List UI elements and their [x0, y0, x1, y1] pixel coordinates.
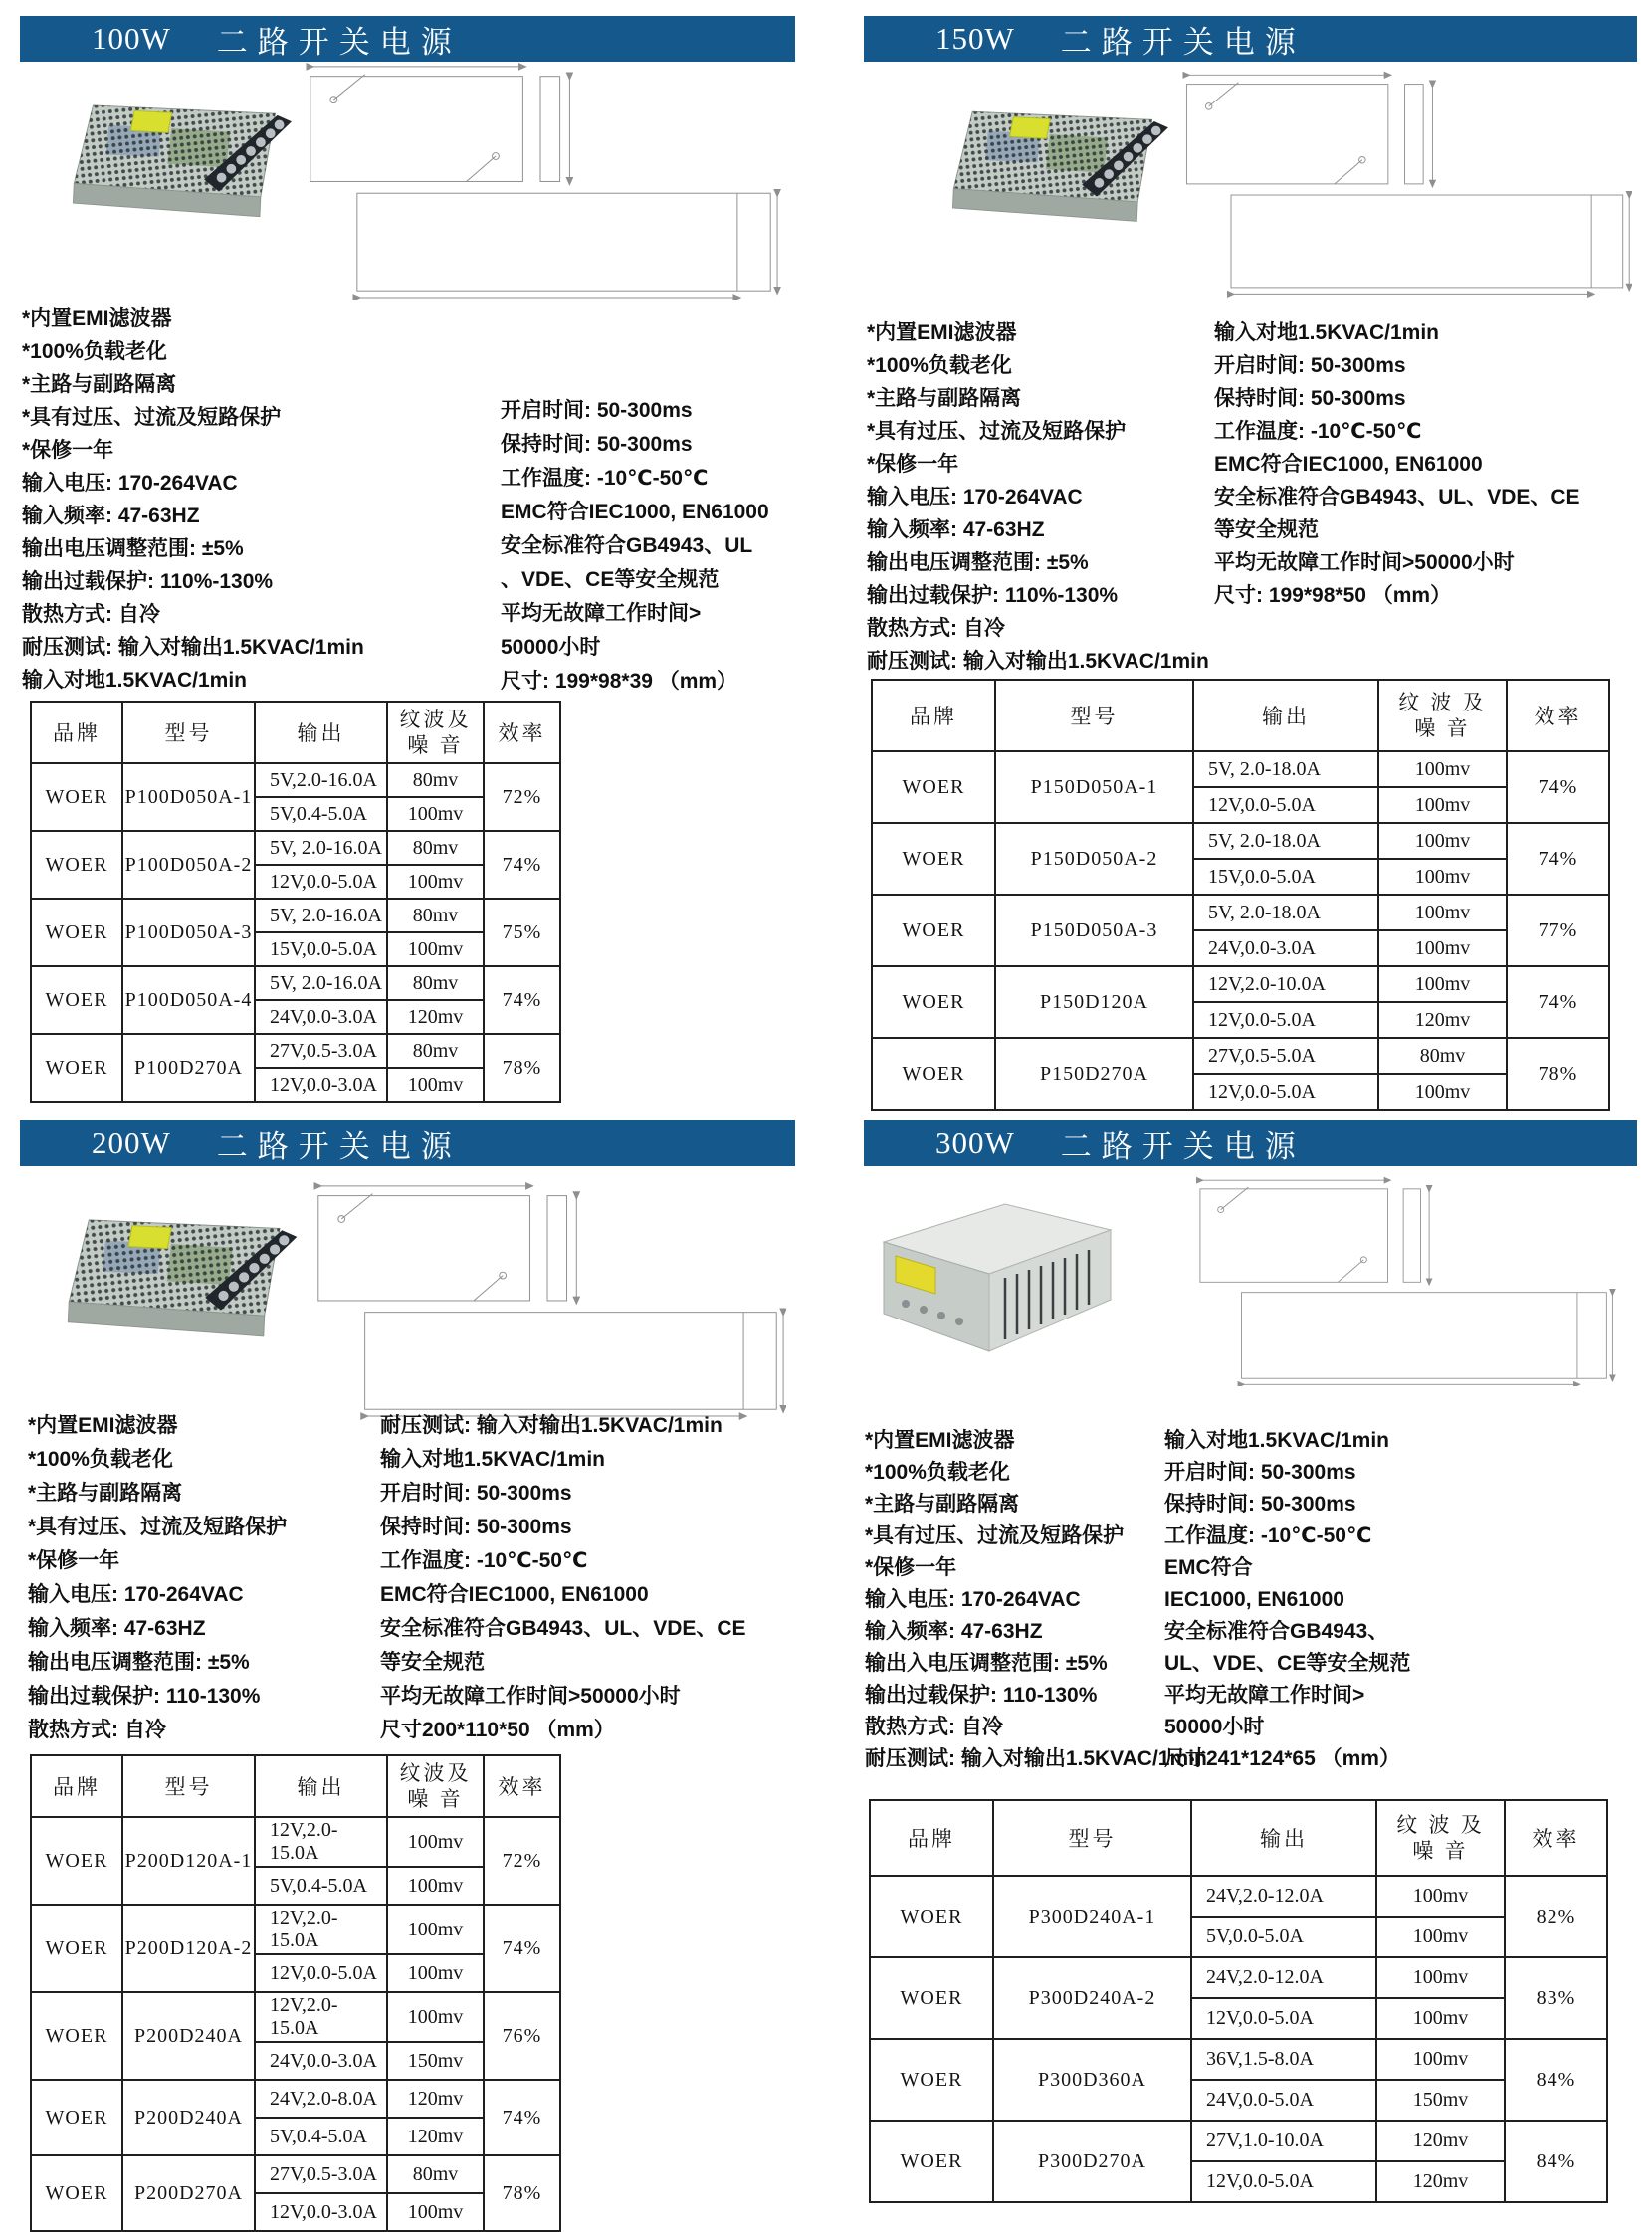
efficiency-cell: 74%	[1507, 823, 1609, 895]
section-title: 二路开关电源	[216, 1128, 462, 1164]
spec-line: 平均无故障工作时间>	[1164, 1684, 1365, 1707]
model-cell: P200D270A	[122, 2155, 255, 2231]
col-header-efficiency: 效率	[484, 1755, 560, 1817]
ripple-cell: 120mv	[1376, 2161, 1505, 2202]
spec-line: 输出入电压调整范围: ±5%	[865, 1652, 1108, 1675]
output-cell: 24V,0.0-3.0A	[1193, 930, 1378, 966]
brand-cell: WOER	[872, 823, 995, 895]
ripple-cell: 100mv	[387, 1817, 484, 1867]
spec-line: 输入频率: 47-63HZ	[28, 1617, 206, 1640]
ripple-cell: 100mv	[387, 932, 484, 966]
col-header-brand: 品牌	[31, 1755, 122, 1817]
brand-cell: WOER	[31, 899, 122, 966]
section-header-300w	[864, 1120, 1637, 1166]
section-100w	[20, 16, 795, 1105]
spec-line: 50000小时	[501, 636, 601, 659]
section-300w	[851, 1120, 1637, 2192]
spec-line: *主路与副路隔离	[867, 387, 1022, 410]
model-cell: P100D050A-1	[122, 763, 255, 831]
ripple-cell: 80mv	[387, 966, 484, 1000]
spec-line: 、VDE、CE等安全规范	[501, 568, 720, 591]
table-row	[872, 966, 1609, 1002]
ripple-cell: 100mv	[1378, 823, 1507, 859]
col-header-efficiency: 效率	[1507, 680, 1609, 751]
ripple-cell: 80mv	[387, 2155, 484, 2193]
brand-cell: WOER	[872, 1038, 995, 1110]
spec-line: 开启时间: 50-300ms	[501, 399, 693, 422]
ripple-cell: 150mv	[1376, 2080, 1505, 2121]
table-row	[31, 899, 560, 932]
output-cell: 36V,1.5-8.0A	[1191, 2039, 1376, 2080]
spec-line: 50000小时	[1164, 1716, 1265, 1738]
table-row	[870, 1876, 1607, 1917]
section-title: 二路开关电源	[1060, 1128, 1306, 1164]
spec-line: 平均无故障工作时间>50000小时	[1214, 551, 1515, 574]
output-cell: 12V,0.0-3.0A	[255, 1068, 387, 1102]
ripple-cell: 100mv	[1378, 751, 1507, 787]
col-header-output: 输出	[255, 1755, 387, 1817]
ripple-cell: 80mv	[1378, 1038, 1507, 1074]
efficiency-cell: 77%	[1507, 895, 1609, 966]
spec-line: 输入电压: 170-264VAC	[28, 1583, 244, 1606]
spec-line: 散热方式: 自冷	[22, 603, 160, 626]
product-photo-open-frame	[938, 71, 1177, 260]
output-cell: 12V,0.0-3.0A	[255, 2193, 387, 2231]
model-cell: P150D050A-1	[995, 751, 1193, 823]
table-row	[872, 751, 1609, 787]
ripple-cell: 100mv	[1378, 966, 1507, 1002]
model-cell: P100D050A-2	[122, 831, 255, 899]
table-row	[870, 2121, 1607, 2161]
product-photo-enclosed	[866, 1182, 1120, 1371]
ripple-cell: 100mv	[1378, 1074, 1507, 1110]
col-header-brand: 品牌	[31, 702, 122, 763]
ripple-cell: 80mv	[387, 831, 484, 865]
efficiency-cell: 72%	[484, 1817, 560, 1905]
brand-cell: WOER	[31, 763, 122, 831]
brand-cell: WOER	[31, 2080, 122, 2155]
output-cell: 12V,0.0-5.0A	[1193, 787, 1378, 823]
output-cell: 27V,0.5-3.0A	[255, 1034, 387, 1068]
table-header-row	[31, 1755, 560, 1817]
ripple-cell: 120mv	[1376, 2121, 1505, 2161]
ripple-cell: 150mv	[387, 2042, 484, 2080]
brand-cell: WOER	[872, 895, 995, 966]
spec-line: EMC符合IEC1000, EN61000	[380, 1583, 649, 1606]
col-header-ripple: 纹波及 噪 音	[387, 702, 484, 763]
spec-line: *具有过压、过流及短路保护	[865, 1524, 1125, 1547]
spec-line: 输出过载保护: 110-130%	[28, 1685, 261, 1708]
model-cell: P150D050A-3	[995, 895, 1193, 966]
efficiency-cell: 74%	[484, 831, 560, 899]
col-header-brand: 品牌	[870, 1800, 993, 1876]
spec-line: 保持时间: 50-300ms	[1214, 387, 1406, 410]
spec-table-300w	[869, 1799, 1608, 2203]
output-cell: 24V,0.0-5.0A	[1191, 2080, 1376, 2121]
model-cell: P200D120A-2	[122, 1905, 255, 1992]
spec-line: 耐压测试: 输入对输出1.5KVAC/1min	[865, 1747, 1207, 1770]
model-cell: P200D240A	[122, 1992, 255, 2080]
efficiency-cell: 74%	[484, 966, 560, 1034]
ripple-cell: 100mv	[387, 2193, 484, 2231]
output-cell: 24V,2.0-8.0A	[255, 2080, 387, 2118]
spec-list-right	[1164, 1425, 1410, 1775]
output-cell: 12V,0.0-5.0A	[1193, 1074, 1378, 1110]
spec-list-right	[380, 1409, 746, 1747]
ripple-cell: 100mv	[1376, 2039, 1505, 2080]
output-cell: 5V,2.0-16.0A	[255, 763, 387, 797]
spec-line: 安全标准符合GB4943、UL	[501, 534, 753, 557]
output-cell: 12V,2.0-10.0A	[1193, 966, 1378, 1002]
ripple-cell: 100mv	[1376, 1876, 1505, 1917]
efficiency-cell: 74%	[484, 1905, 560, 1992]
spec-line: 耐压测试: 输入对输出1.5KVAC/1min	[22, 636, 364, 659]
output-cell: 5V,0.4-5.0A	[255, 2118, 387, 2155]
dimension-drawing	[310, 1177, 786, 1421]
spec-line: *100%负载老化	[867, 354, 1012, 377]
col-header-model: 型号	[122, 1755, 255, 1817]
ripple-cell: 100mv	[387, 1905, 484, 1954]
col-header-model: 型号	[122, 702, 255, 763]
spec-table-150w	[871, 679, 1610, 1111]
output-cell: 5V, 2.0-18.0A	[1193, 895, 1378, 930]
col-header-efficiency: 效率	[484, 702, 560, 763]
spec-line: 输入对地1.5KVAC/1min	[380, 1448, 605, 1471]
spec-list-left	[867, 316, 1209, 678]
spec-line: 工作温度: -10℃-50℃	[1214, 420, 1422, 443]
table-row	[31, 1817, 560, 1867]
spec-line: 散热方式: 自冷	[28, 1719, 166, 1741]
spec-line: *保修一年	[867, 453, 959, 476]
brand-cell: WOER	[870, 1876, 993, 1957]
table-row	[31, 1034, 560, 1068]
spec-table-100w	[30, 701, 561, 1103]
efficiency-cell: 78%	[1507, 1038, 1609, 1110]
spec-line: *保修一年	[865, 1556, 957, 1579]
brand-cell: WOER	[872, 751, 995, 823]
output-cell: 27V,1.0-10.0A	[1191, 2121, 1376, 2161]
output-cell: 24V,2.0-12.0A	[1191, 1957, 1376, 1998]
spec-line: 散热方式: 自冷	[867, 617, 1005, 640]
model-cell: P100D050A-4	[122, 966, 255, 1034]
output-cell: 5V, 2.0-16.0A	[255, 831, 387, 865]
spec-line: 散热方式: 自冷	[865, 1716, 1003, 1738]
table-row	[31, 2155, 560, 2193]
spec-line: 输入对地1.5KVAC/1min	[22, 669, 247, 692]
model-cell: P200D240A	[122, 2080, 255, 2155]
spec-line: 输出电压调整范围: ±5%	[28, 1651, 250, 1674]
spec-line: 输入频率: 47-63HZ	[22, 505, 200, 527]
col-header-ripple: 纹 波 及 噪 音	[1376, 1800, 1505, 1876]
efficiency-cell: 78%	[484, 2155, 560, 2231]
spec-line: 输出过载保护: 110-130%	[865, 1684, 1098, 1707]
efficiency-cell: 82%	[1505, 1876, 1607, 1957]
table-row	[31, 966, 560, 1000]
ripple-cell: 100mv	[1378, 859, 1507, 895]
ripple-cell: 100mv	[387, 1068, 484, 1102]
spec-line: *内置EMI滤波器	[865, 1429, 1015, 1452]
section-power-label: 300W	[935, 1125, 1015, 1160]
model-cell: P150D050A-2	[995, 823, 1193, 895]
output-cell: 12V,0.0-5.0A	[255, 1954, 387, 1992]
output-cell: 12V,0.0-5.0A	[255, 865, 387, 899]
spec-line: *100%负载老化	[865, 1461, 1010, 1484]
model-cell: P150D270A	[995, 1038, 1193, 1110]
section-header-150w	[864, 16, 1637, 62]
brand-cell: WOER	[31, 1905, 122, 1992]
output-cell: 12V,2.0-15.0A	[255, 1992, 387, 2042]
dimension-drawing	[1181, 1175, 1627, 1386]
spec-line: 输出电压调整范围: ±5%	[867, 551, 1089, 574]
ripple-cell: 100mv	[1378, 930, 1507, 966]
ripple-cell: 100mv	[387, 1954, 484, 1992]
brand-cell: WOER	[31, 831, 122, 899]
spec-line: *具有过压、过流及短路保护	[867, 420, 1127, 443]
section-200w	[20, 1120, 795, 2223]
efficiency-cell: 78%	[484, 1034, 560, 1102]
spec-line: 开启时间: 50-300ms	[1214, 354, 1406, 377]
ripple-cell: 100mv	[1378, 895, 1507, 930]
col-header-ripple: 纹波及 噪 音	[387, 1755, 484, 1817]
efficiency-cell: 84%	[1505, 2039, 1607, 2121]
brand-cell: WOER	[870, 1957, 993, 2039]
output-cell: 12V,2.0-15.0A	[255, 1817, 387, 1867]
col-header-output: 输出	[1193, 680, 1378, 751]
ripple-cell: 80mv	[387, 1034, 484, 1068]
spec-line: 工作温度: -10℃-50℃	[1164, 1524, 1372, 1547]
ripple-cell: 120mv	[387, 1000, 484, 1034]
output-cell: 5V, 2.0-18.0A	[1193, 751, 1378, 787]
model-cell: P300D240A-2	[993, 1957, 1191, 2039]
ripple-cell: 100mv	[1376, 1998, 1505, 2039]
model-cell: P200D120A-1	[122, 1817, 255, 1905]
spec-line: *内置EMI滤波器	[867, 321, 1017, 344]
model-cell: P150D120A	[995, 966, 1193, 1038]
brand-cell: WOER	[31, 1992, 122, 2080]
section-power-label: 100W	[92, 21, 171, 56]
spec-line: 安全标准符合GB4943、	[1164, 1620, 1389, 1643]
output-cell: 5V, 2.0-16.0A	[255, 899, 387, 932]
efficiency-cell: 75%	[484, 899, 560, 966]
spec-line: *主路与副路隔离	[22, 373, 177, 396]
spec-line: 输出过载保护: 110%-130%	[867, 584, 1119, 607]
spec-line: *内置EMI滤波器	[28, 1414, 178, 1437]
dimension-drawing	[297, 61, 786, 300]
spec-line: EMC符合IEC1000, EN61000	[501, 501, 769, 523]
spec-line: UL、VDE、CE等安全规范	[1164, 1652, 1411, 1675]
output-cell: 27V,0.5-5.0A	[1193, 1038, 1378, 1074]
col-header-model: 型号	[995, 680, 1193, 751]
table-row	[872, 823, 1609, 859]
section-header-100w	[20, 16, 795, 62]
spec-line: 输出过载保护: 110%-130%	[22, 570, 274, 593]
ripple-cell: 80mv	[387, 899, 484, 932]
spec-line: 保持时间: 50-300ms	[380, 1516, 572, 1538]
output-cell: 5V, 2.0-18.0A	[1193, 823, 1378, 859]
table-row	[31, 1905, 560, 1954]
output-cell: 5V,0.4-5.0A	[255, 1867, 387, 1905]
model-cell: P300D360A	[993, 2039, 1191, 2121]
spec-list-left	[865, 1425, 1207, 1775]
model-cell: P300D270A	[993, 2121, 1191, 2202]
section-power-label: 200W	[92, 1125, 171, 1160]
ripple-cell: 100mv	[1378, 787, 1507, 823]
spec-line: 尺寸: 199*98*50 （mm）	[1214, 584, 1452, 607]
efficiency-cell: 72%	[484, 763, 560, 831]
spec-line: 尺寸241*124*65 （mm）	[1164, 1747, 1400, 1770]
efficiency-cell: 74%	[1507, 966, 1609, 1038]
spec-list-right	[1214, 316, 1580, 612]
spec-line: 保持时间: 50-300ms	[501, 433, 693, 456]
spec-list-left	[28, 1409, 287, 1747]
spec-line: 开启时间: 50-300ms	[380, 1482, 572, 1505]
spec-line: 等安全规范	[380, 1651, 485, 1674]
ripple-cell: 100mv	[387, 865, 484, 899]
output-cell: 12V,2.0-15.0A	[255, 1905, 387, 1954]
brand-cell: WOER	[31, 1817, 122, 1905]
output-cell: 5V,0.0-5.0A	[1191, 1917, 1376, 1957]
ripple-cell: 100mv	[387, 1992, 484, 2042]
spec-line: EMC符合	[1164, 1556, 1253, 1579]
col-header-brand: 品牌	[872, 680, 995, 751]
spec-line: 耐压测试: 输入对输出1.5KVAC/1min	[867, 650, 1209, 673]
col-header-output: 输出	[255, 702, 387, 763]
spec-line: *100%负载老化	[22, 340, 167, 363]
output-cell: 12V,0.0-5.0A	[1191, 1998, 1376, 2039]
spec-table-200w	[30, 1754, 561, 2232]
col-header-model: 型号	[993, 1800, 1191, 1876]
section-150w	[851, 16, 1637, 1105]
ripple-cell: 120mv	[387, 2080, 484, 2118]
ripple-cell: 120mv	[387, 2118, 484, 2155]
spec-line: IEC1000, EN61000	[1164, 1588, 1344, 1611]
table-row	[31, 1992, 560, 2042]
spec-line: 输入电压: 170-264VAC	[22, 472, 238, 495]
col-header-ripple: 纹 波 及 噪 音	[1378, 680, 1507, 751]
spec-line: 等安全规范	[1214, 518, 1319, 541]
product-photo-open-frame	[58, 68, 302, 252]
spec-line: *100%负载老化	[28, 1448, 173, 1471]
table-header-row	[870, 1800, 1607, 1876]
output-cell: 12V,0.0-5.0A	[1193, 1002, 1378, 1038]
model-cell: P100D050A-3	[122, 899, 255, 966]
output-cell: 24V,2.0-12.0A	[1191, 1876, 1376, 1917]
product-photo-open-frame	[53, 1177, 307, 1376]
spec-line: 工作温度: -10℃-50℃	[501, 467, 709, 490]
output-cell: 24V,0.0-3.0A	[255, 2042, 387, 2080]
table-row	[872, 1038, 1609, 1074]
spec-line: 平均无故障工作时间>50000小时	[380, 1685, 681, 1708]
spec-list-left	[22, 303, 364, 697]
ripple-cell: 100mv	[387, 797, 484, 831]
ripple-cell: 100mv	[387, 1867, 484, 1905]
spec-line: 开启时间: 50-300ms	[1164, 1461, 1356, 1484]
brand-cell: WOER	[870, 2121, 993, 2202]
efficiency-cell: 84%	[1505, 2121, 1607, 2202]
output-cell: 24V,0.0-3.0A	[255, 1000, 387, 1034]
table-row	[31, 2080, 560, 2118]
output-cell: 5V, 2.0-16.0A	[255, 966, 387, 1000]
brand-cell: WOER	[31, 966, 122, 1034]
output-cell: 5V,0.4-5.0A	[255, 797, 387, 831]
efficiency-cell: 74%	[484, 2080, 560, 2155]
brand-cell: WOER	[870, 2039, 993, 2121]
efficiency-cell: 76%	[484, 1992, 560, 2080]
spec-line: *保修一年	[22, 439, 114, 462]
output-cell: 15V,0.0-5.0A	[255, 932, 387, 966]
model-cell: P100D270A	[122, 1034, 255, 1102]
table-row	[31, 763, 560, 797]
spec-line: 尺寸: 199*98*39 （mm）	[501, 670, 738, 693]
output-cell: 15V,0.0-5.0A	[1193, 859, 1378, 895]
spec-line: EMC符合IEC1000, EN61000	[1214, 453, 1483, 476]
spec-line: 安全标准符合GB4943、UL、VDE、CE	[1214, 486, 1580, 508]
ripple-cell: 100mv	[1376, 1917, 1505, 1957]
spec-list-right	[501, 394, 769, 699]
efficiency-cell: 74%	[1507, 751, 1609, 823]
efficiency-cell: 83%	[1505, 1957, 1607, 2039]
spec-line: 输入电压: 170-264VAC	[865, 1588, 1081, 1611]
spec-line: 输入对地1.5KVAC/1min	[1214, 321, 1439, 344]
spec-line: 输入频率: 47-63HZ	[865, 1620, 1043, 1643]
spec-line: 工作温度: -10℃-50℃	[380, 1549, 588, 1572]
section-title: 二路开关电源	[1060, 24, 1306, 60]
section-header-200w	[20, 1120, 795, 1166]
table-row	[870, 1957, 1607, 1998]
spec-line: 输入频率: 47-63HZ	[867, 518, 1045, 541]
spec-line: *内置EMI滤波器	[22, 307, 172, 330]
table-header-row	[31, 702, 560, 763]
spec-line: 输入电压: 170-264VAC	[867, 486, 1083, 508]
brand-cell: WOER	[31, 2155, 122, 2231]
dimension-drawing	[1179, 61, 1632, 304]
spec-line: 平均无故障工作时间>	[501, 602, 702, 625]
spec-line: 安全标准符合GB4943、UL、VDE、CE	[380, 1617, 746, 1640]
model-cell: P300D240A-1	[993, 1876, 1191, 1957]
spec-line: *主路与副路隔离	[865, 1493, 1020, 1516]
table-row	[31, 831, 560, 865]
section-title: 二路开关电源	[216, 24, 462, 60]
spec-line: *保修一年	[28, 1549, 120, 1572]
output-cell: 27V,0.5-3.0A	[255, 2155, 387, 2193]
brand-cell: WOER	[872, 966, 995, 1038]
spec-line: *具有过压、过流及短路保护	[28, 1516, 288, 1538]
output-cell: 12V,0.0-5.0A	[1191, 2161, 1376, 2202]
ripple-cell: 80mv	[387, 763, 484, 797]
ripple-cell: 100mv	[1376, 1957, 1505, 1998]
col-header-efficiency: 效率	[1505, 1800, 1607, 1876]
table-row	[870, 2039, 1607, 2080]
spec-line: 输入对地1.5KVAC/1min	[1164, 1429, 1389, 1452]
spec-line: *具有过压、过流及短路保护	[22, 406, 282, 429]
spec-line: *主路与副路隔离	[28, 1482, 183, 1505]
spec-line: 保持时间: 50-300ms	[1164, 1493, 1356, 1516]
table-row	[872, 895, 1609, 930]
spec-line: 耐压测试: 输入对输出1.5KVAC/1min	[380, 1414, 723, 1437]
section-power-label: 150W	[935, 21, 1015, 56]
brand-cell: WOER	[31, 1034, 122, 1102]
table-header-row	[872, 680, 1609, 751]
spec-line: 尺寸200*110*50 （mm）	[380, 1719, 615, 1741]
ripple-cell: 120mv	[1378, 1002, 1507, 1038]
spec-line: 输出电压调整范围: ±5%	[22, 537, 244, 560]
col-header-output: 输出	[1191, 1800, 1376, 1876]
